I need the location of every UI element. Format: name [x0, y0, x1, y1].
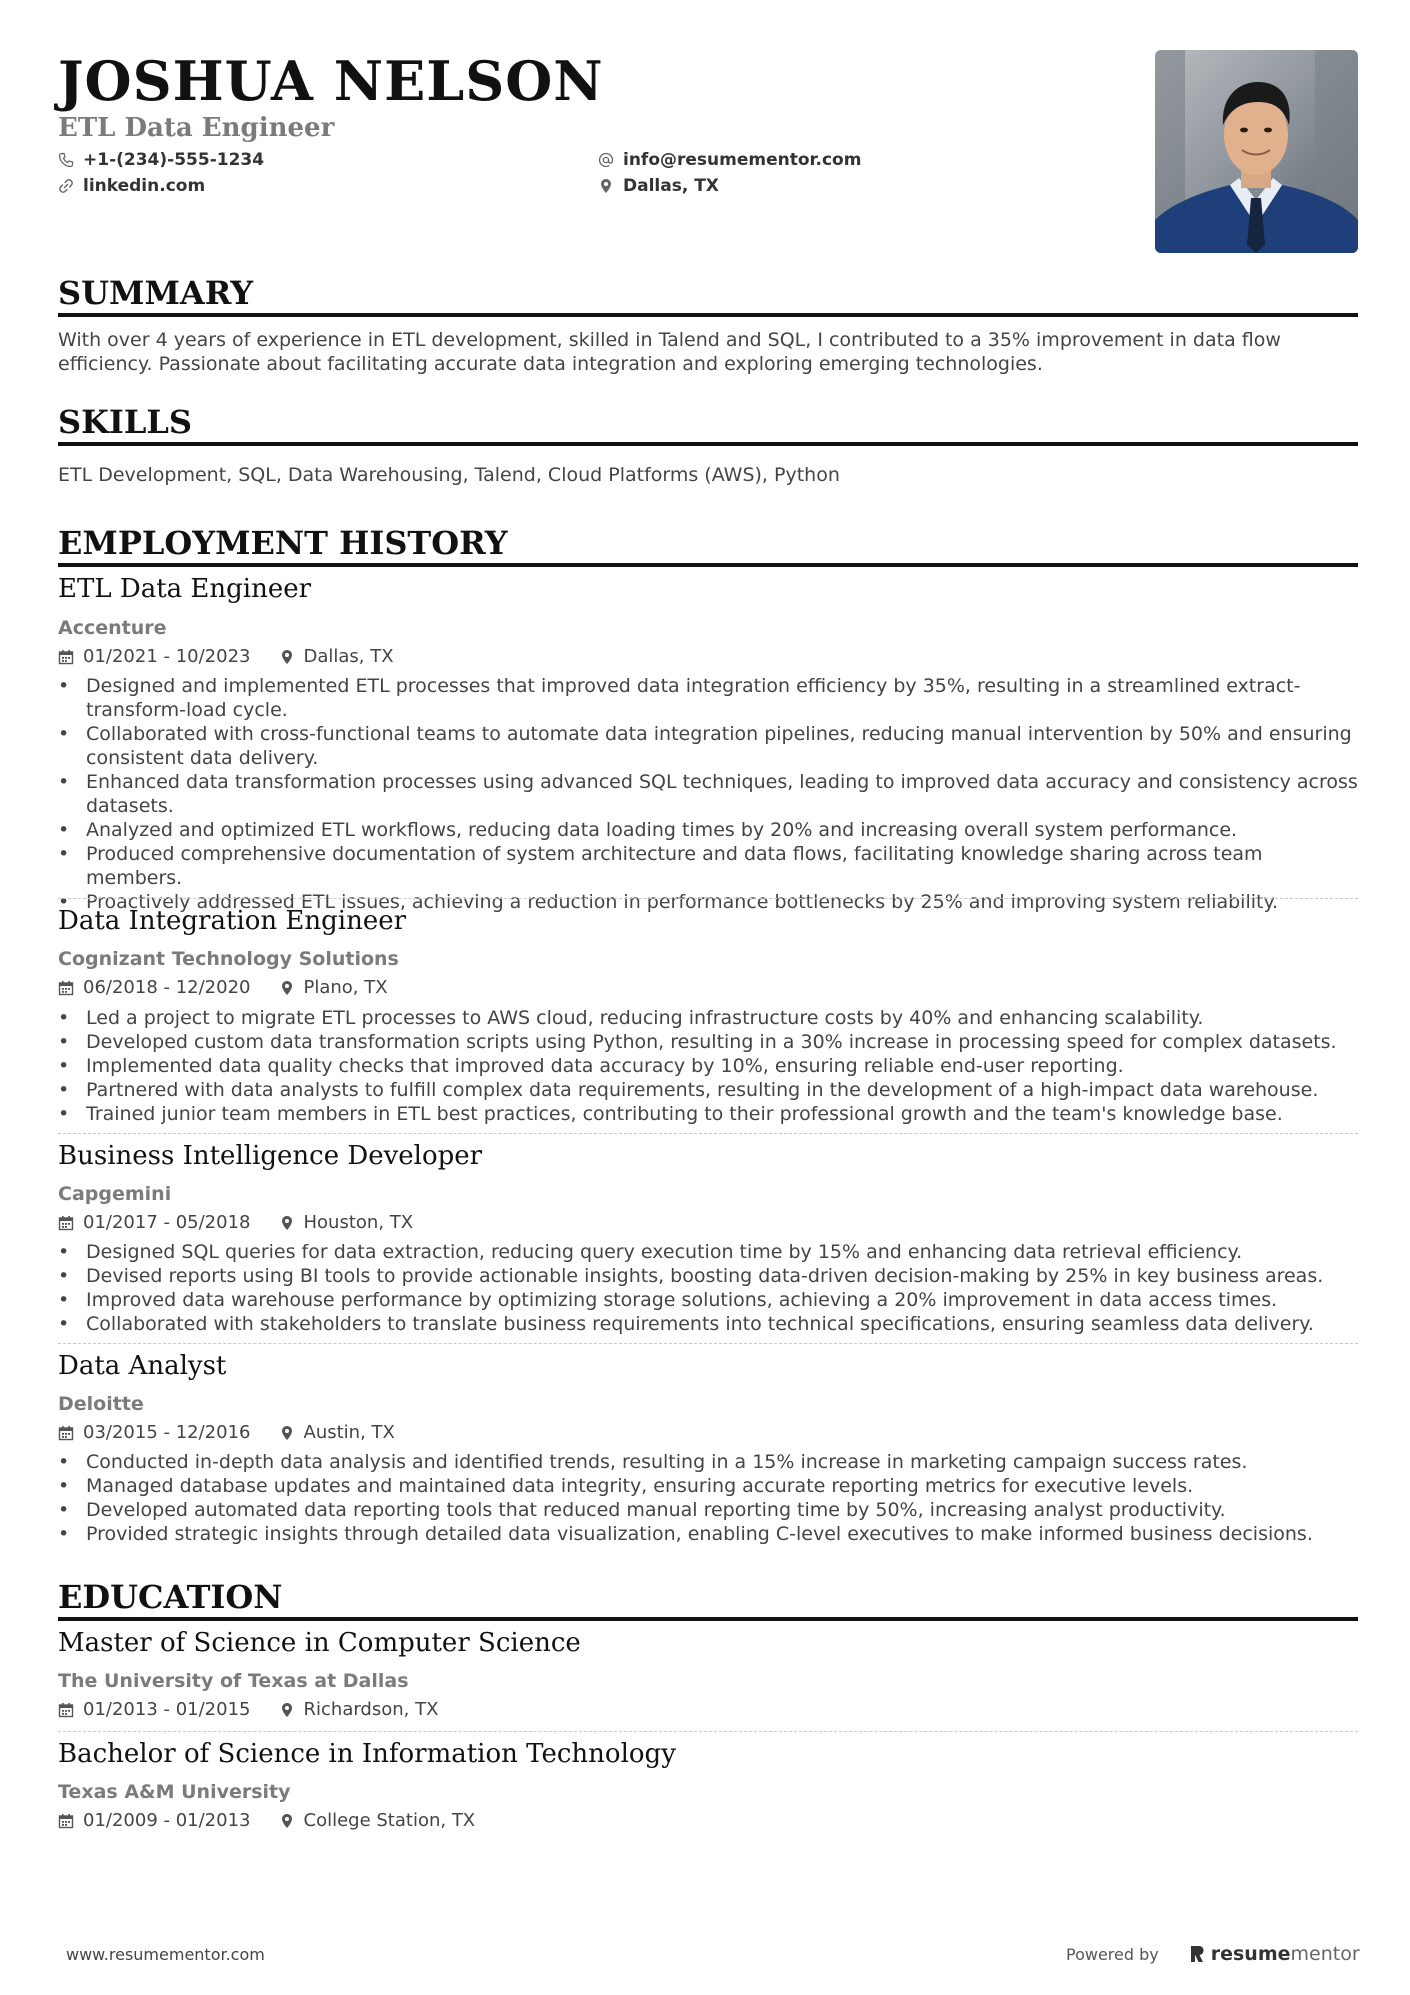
- company-name: Deloitte: [58, 1393, 144, 1415]
- job-meta: [58, 1211, 413, 1235]
- bullet-item: • Provided strategic insights through detailed data visualization, enabling C-level executives to make informed business decisions.: [58, 1522, 1358, 1546]
- email-text[interactable]: info@resumementor.com: [623, 150, 862, 170]
- location-pin-icon: [279, 1813, 295, 1829]
- job-divider: [58, 1343, 1358, 1344]
- footer-powered-by: [1066, 1943, 1360, 1965]
- bullet-item: • Enhanced data transformation processes using advanced SQL techniques, leading to improved data accuracy and consistency across datasets.: [58, 770, 1358, 818]
- phone-icon: [58, 152, 74, 168]
- contact-email[interactable]: [598, 148, 861, 172]
- job-title: Data Integration Engineer: [58, 906, 407, 936]
- job-title: Business Intelligence Developer: [58, 1141, 483, 1171]
- bullet-item: • Developed automated data reporting tools that reduced manual reporting time by 50%, increasing analyst productivity.: [58, 1498, 1358, 1522]
- job-dates: 01/2021 - 10/2023: [83, 646, 251, 667]
- school-name: Texas A&M University: [58, 1781, 291, 1803]
- footer-website-link[interactable]: www.resumementor.com: [66, 1945, 265, 1964]
- contact-location: [598, 174, 719, 198]
- education-location: College Station, TX: [303, 1810, 476, 1831]
- linkedin-text[interactable]: linkedin.com: [83, 176, 206, 196]
- contact-phone: [58, 148, 264, 172]
- calendar-icon: [58, 1215, 74, 1231]
- employment-heading: EMPLOYMENT HISTORY: [58, 523, 1358, 567]
- bullet-item: • Partnered with data analysts to fulfill complex data requirements, resulting in the development of a high-impact data warehouse.: [58, 1078, 1358, 1102]
- job-location: Dallas, TX: [303, 646, 394, 667]
- company-name: Cognizant Technology Solutions: [58, 948, 399, 970]
- calendar-icon: [58, 980, 74, 996]
- education-dates: 01/2009 - 01/2013: [83, 1810, 251, 1831]
- brand-name-light: mentor: [1290, 1943, 1360, 1965]
- location-pin-icon: [279, 649, 295, 665]
- bullet-item: • Devised reports using BI tools to provide actionable insights, boosting data-driven decision-making by 25% in key business areas.: [58, 1264, 1358, 1288]
- contact-linkedin[interactable]: [58, 174, 205, 198]
- job-divider: [58, 898, 1358, 899]
- bullet-item: • Designed and implemented ETL processes that improved data integration efficiency by 35%, resulting in a streamlined extract-transform-load cycle.: [58, 674, 1358, 722]
- bullet-item: • Trained junior team members in ETL best practices, contributing to their professional growth and the team's knowledge base.: [58, 1102, 1358, 1126]
- summary-text: With over 4 years of experience in ETL development, skilled in Talend and SQL, I contributed to a 35% improvement in data flow efficiency. Passionate about facilitating accurate data integration and exploring emerging technologies.: [58, 329, 1281, 375]
- location-pin-icon: [279, 1215, 295, 1231]
- education-meta: [58, 1809, 475, 1833]
- job-title: ETL Data Engineer: [58, 574, 312, 604]
- location-pin-icon: [279, 1425, 295, 1441]
- powered-by-label: Powered by: [1066, 1944, 1159, 1964]
- education-heading: EDUCATION: [58, 1577, 1358, 1621]
- job-bullets: [58, 1450, 1358, 1546]
- calendar-icon: [58, 1813, 74, 1829]
- education-dates: 01/2013 - 01/2015: [83, 1699, 251, 1720]
- bullet-item: • Designed SQL queries for data extraction, reducing query execution time by 15% and enhancing data retrieval efficiency.: [58, 1240, 1358, 1264]
- calendar-icon: [58, 1702, 74, 1718]
- bullet-item: • Collaborated with stakeholders to translate business requirements into technical specifications, ensuring seamless data delivery.: [58, 1312, 1358, 1336]
- job-divider: [58, 1133, 1358, 1134]
- degree-title: Bachelor of Science in Information Technology: [58, 1739, 676, 1769]
- bullet-item: • Proactively addressed ETL issues, achieving a reduction in performance bottlenecks by 25% and improving system reliability.: [58, 890, 1358, 914]
- location-pin-icon: [598, 178, 614, 194]
- profile-photo: [1155, 50, 1358, 253]
- location-pin-icon: [279, 980, 295, 996]
- job-location: Austin, TX: [303, 1422, 395, 1443]
- education-meta: [58, 1698, 438, 1722]
- job-bullets: [58, 674, 1358, 914]
- job-bullets: [58, 1240, 1358, 1336]
- job-dates: 03/2015 - 12/2016: [83, 1422, 251, 1443]
- brand-name-bold: resume: [1210, 1943, 1291, 1965]
- job-dates: 01/2017 - 05/2018: [83, 1212, 251, 1233]
- skills-heading: SKILLS: [58, 402, 1358, 446]
- education-location: Richardson, TX: [303, 1699, 439, 1720]
- job-meta: [58, 645, 394, 669]
- bullet-item: • Analyzed and optimized ETL workflows, reducing data loading times by 20% and increasing overall system performance.: [58, 818, 1358, 842]
- job-dates: 06/2018 - 12/2020: [83, 977, 251, 998]
- email-icon: [598, 152, 614, 168]
- bullet-item: • Collaborated with cross-functional teams to automate data integration pipelines, reducing manual intervention by 50% and ensuring consistent data delivery.: [58, 722, 1358, 770]
- bullet-item: • Conducted in-depth data analysis and identified trends, resulting in a 15% increase in marketing campaign success rates.: [58, 1450, 1358, 1474]
- candidate-name: JOSHUA NELSON: [58, 49, 604, 113]
- bullet-item: • Led a project to migrate ETL processes to AWS cloud, reducing infrastructure costs by 40% and enhancing scalability.: [58, 1006, 1358, 1030]
- bullet-item: • Improved data warehouse performance by optimizing storage solutions, achieving a 20% improvement in data access times.: [58, 1288, 1358, 1312]
- job-meta: [58, 1421, 395, 1445]
- company-name: Capgemini: [58, 1183, 172, 1205]
- job-location: Houston, TX: [303, 1212, 414, 1233]
- school-name: The University of Texas at Dallas: [58, 1670, 409, 1692]
- degree-title: Master of Science in Computer Science: [58, 1628, 581, 1658]
- link-icon: [58, 178, 74, 194]
- calendar-icon: [58, 1425, 74, 1441]
- candidate-title: ETL Data Engineer: [58, 113, 335, 143]
- job-meta: [58, 976, 388, 1000]
- phone-text: +1-(234)-555-1234: [83, 150, 265, 170]
- location-text: Dallas, TX: [623, 176, 719, 196]
- brand-mark-icon: [1189, 1944, 1205, 1964]
- calendar-icon: [58, 649, 74, 665]
- bullet-item: • Produced comprehensive documentation of system architecture and data flows, facilitating knowledge sharing across team members.: [58, 842, 1358, 890]
- brand-logo[interactable]: [1189, 1943, 1360, 1965]
- education-divider: [58, 1731, 1358, 1732]
- job-title: Data Analyst: [58, 1351, 227, 1381]
- bullet-item: • Implemented data quality checks that improved data accuracy by 10%, ensuring reliable end-user reporting.: [58, 1054, 1358, 1078]
- location-pin-icon: [279, 1702, 295, 1718]
- company-name: Accenture: [58, 617, 167, 639]
- summary-heading: SUMMARY: [58, 273, 1358, 317]
- skills-text: ETL Development, SQL, Data Warehousing, Talend, Cloud Platforms (AWS), Python: [58, 464, 840, 486]
- bullet-item: • Managed database updates and maintained data integrity, ensuring accurate reporting metrics for executive levels.: [58, 1474, 1358, 1498]
- bullet-item: • Developed custom data transformation scripts using Python, resulting in a 30% increase in processing speed for complex datasets.: [58, 1030, 1358, 1054]
- job-bullets: [58, 1006, 1358, 1126]
- job-location: Plano, TX: [303, 977, 388, 998]
